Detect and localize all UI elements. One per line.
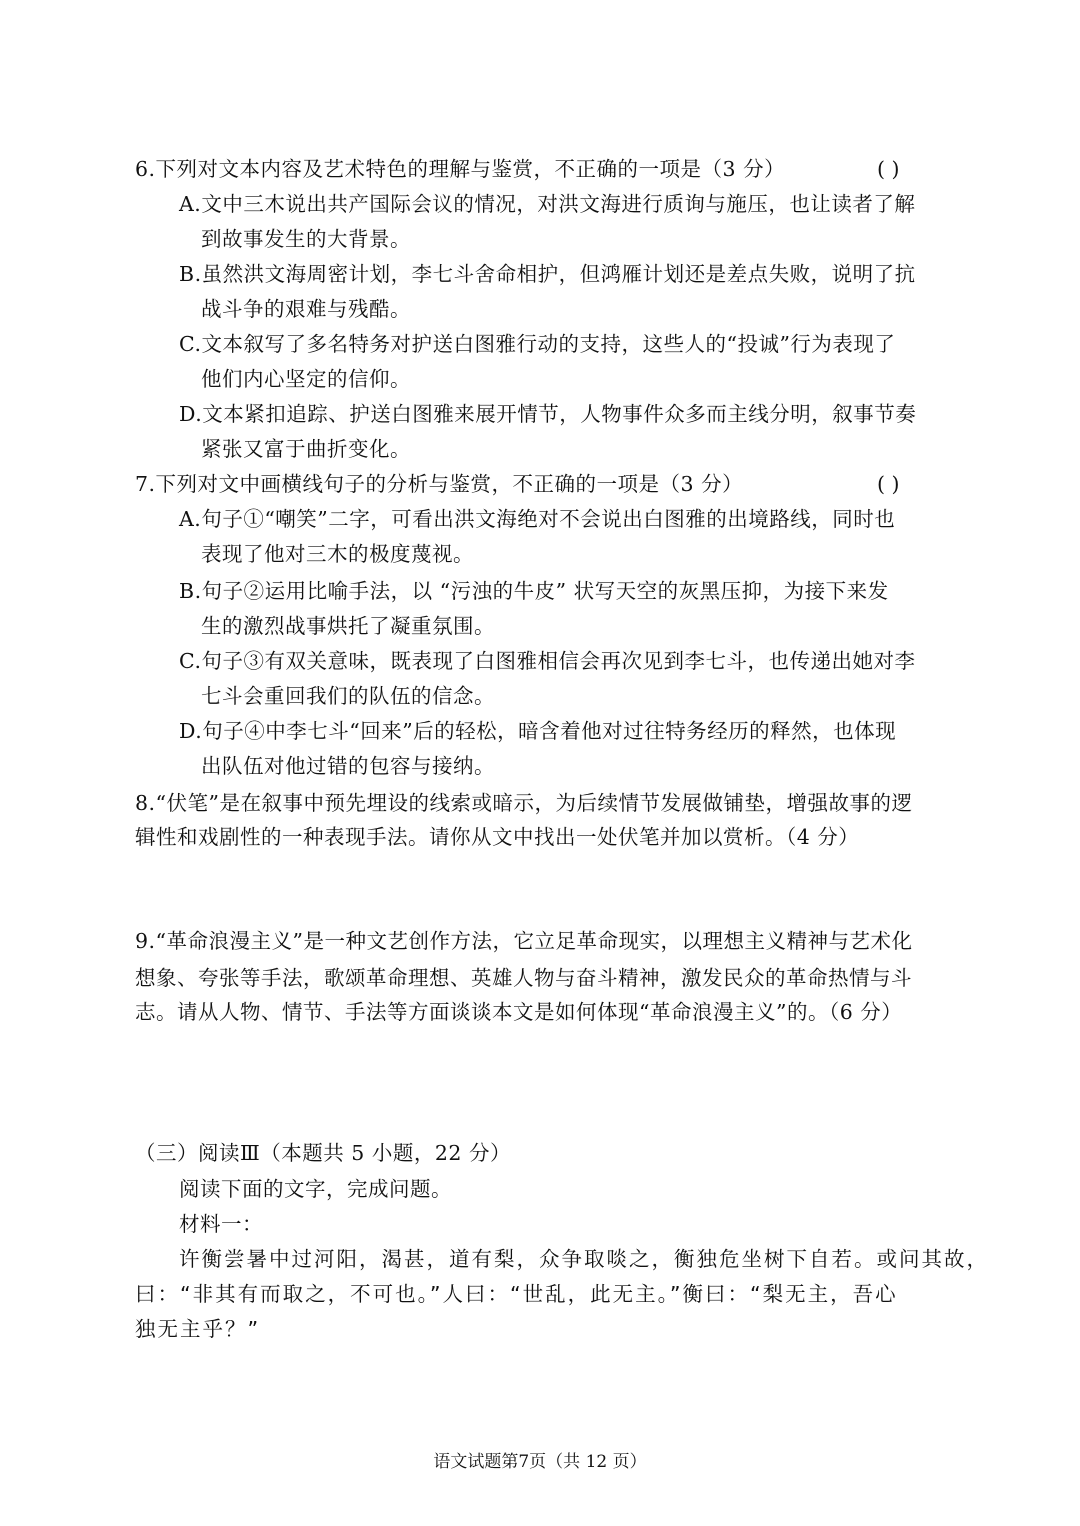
material-one-paragraph-line1: 许衡尝暑中过河阳，渴甚，道有梨，众争取啖之，衡独危坐树下自若。或问其故， [179,1247,989,1271]
q7-option-b: B.句子②运用比喻手法，以 “污浊的牛皮” 状写天空的灰黑压抑，为接下来发 [179,579,889,603]
q6-stem: 6.下列对文本内容及艺术特色的理解与鉴赏，不正确的一项是（3 分） [135,157,786,181]
q7-option-c: C.句子③有双关意味，既表现了白图雅相信会再次见到李七斗，也传递出她对李 [179,649,916,673]
q9-text-line2: 想象、夸张等手法，歌颂革命理想、英雄人物与奋斗精神，激发民众的革命热情与斗 [135,966,912,990]
q8-text-line2: 辑性和戏剧性的一种表现手法。请你从文中找出一处伏笔并加以赏析。（4 分） [135,825,860,849]
q8-text-line1: 8.“伏笔”是在叙事中预先埋设的线索或暗示，为后续情节发展做铺垫，增强故事的逻 [135,791,913,815]
q6-option-b: B.虽然洪文海周密计划，李七斗舍命相护，但鸿雁计划还是差点失败，说明了抗 [179,262,916,286]
q9-text-line1: 9.“革命浪漫主义”是一种文艺创作方法，它立足革命现实，以理想主义精神与艺术化 [135,929,913,953]
page-footer: 语文试题第7页（共 12 页） [433,1452,647,1472]
q9-text-line3: 志。请从人物、情节、手法等方面谈谈本文是如何体现“革命浪漫主义”的。（6 分） [135,1000,903,1024]
q7-option-a-cont: 表现了他对三木的极度蔑视。 [201,542,474,566]
q6-option-c: C.文本叙写了多名特务对护送白图雅行动的支持，这些人的“投诚”行为表现了 [179,332,896,356]
material-one-label: 材料一： [179,1212,263,1236]
q7-option-b-cont: 生的激烈战事烘托了凝重氛围。 [201,614,495,638]
q6-option-d: D.文本紧扣追踪、护送白图雅来展开情节，人物事件众多而主线分明，叙事节奏 [179,402,917,426]
q7-answer-blank: ( ) [877,472,900,496]
q6-option-d-cont: 紧张又富于曲折变化。 [201,437,411,461]
q7-option-a: A.句子①“嘲笑”二字，可看出洪文海绝对不会说出白图雅的出境路线，同时也 [179,507,896,531]
section3-heading: （三）阅读Ⅲ（本题共 5 小题，22 分） [135,1141,511,1165]
q7-option-d: D.句子④中李七斗“回来”后的轻松，暗含着他对过往特务经历的释然，也体现 [179,719,897,743]
material-one-paragraph-line3: 独无主乎？” [135,1317,261,1341]
q7-option-c-cont: 七斗会重回我们的队伍的信念。 [201,684,495,708]
q7-option-d-cont: 出队伍对他过错的包容与接纳。 [201,754,495,778]
q6-option-c-cont: 他们内心坚定的信仰。 [201,367,411,391]
q6-option-a: A.文中三木说出共产国际会议的情况，对洪文海进行质询与施压，也让读者了解 [179,192,916,216]
section3-instruction: 阅读下面的文字，完成问题。 [179,1177,452,1201]
q6-option-b-cont: 战斗争的艰难与残酷。 [201,297,411,321]
q6-answer-blank: ( ) [877,157,900,181]
q7-stem: 7.下列对文中画横线句子的分析与鉴赏，不正确的一项是（3 分） [135,472,744,496]
q6-option-a-cont: 到故事发生的大背景。 [201,227,411,251]
material-one-paragraph-line2: 曰：“非其有而取之，不可也。”人曰：“世乱，此无主。”衡曰：“梨无主，吾心 [135,1282,898,1306]
